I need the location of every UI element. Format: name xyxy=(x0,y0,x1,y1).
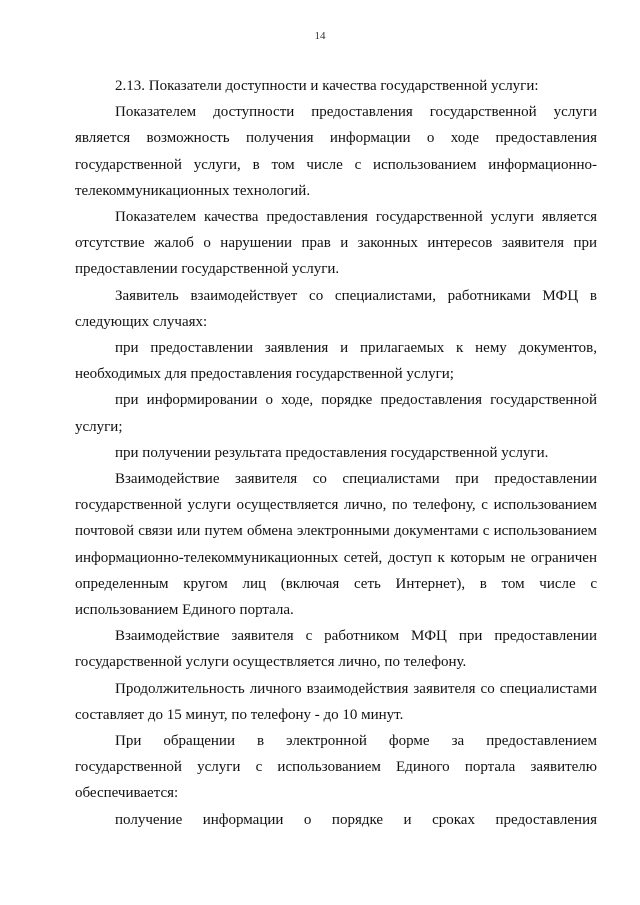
list-item-informing: при информировании о ходе, порядке предоставления государственной услуги; xyxy=(75,392,597,435)
list-item-result: при получении результата предоставления государственной услуги. xyxy=(115,444,549,461)
paragraph-availability-indicator: Показателем доступности предоставления государственной услуги является возможность получения информации о ходе предоставления государственной услуги, в том числе с использованием информационно-телекоммуникационных технологий. xyxy=(75,104,597,199)
paragraph-duration: Продолжительность личного взаимодействия заявителя со специалистами составляет до 15 минут, по телефону - до 10 минут. xyxy=(75,680,597,723)
document-body xyxy=(75,73,597,833)
list-item-application: при предоставлении заявления и прилагаемых к нему документов, необходимых для предоставления государственной услуги; xyxy=(75,340,597,383)
paragraph-mfc-interaction: Взаимодействие заявителя с работником МФЦ при предоставлении государственной услуги осуществляется лично, по телефону. xyxy=(75,628,597,671)
section-heading: 2.13. Показатели доступности и качества государственной услуги: xyxy=(115,78,539,94)
page-number: 14 xyxy=(314,30,326,42)
paragraph-electronic-form: При обращении в электронной форме за предоставлением государственной услуги с использованием Единого портала заявителю обеспечивается: xyxy=(75,733,597,802)
paragraph-quality-indicator: Показателем качества предоставления государственной услуги является отсутствие жалоб о нарушении прав и законных интересов заявителя при предоставлении государственной услуги. xyxy=(75,209,597,278)
paragraph-interaction-cases: Заявитель взаимодействует со специалистами, работниками МФЦ в следующих случаях: xyxy=(75,287,597,330)
paragraph-receiving-info: получение информации о порядке и сроках предоставления xyxy=(115,811,597,828)
paragraph-interaction-methods: Взаимодействие заявителя со специалистами при предоставлении государственной услуги осуществляется лично, по телефону, с использованием почтовой связи или путем обмена электронными документами с использованием информационно-телекоммуникационных сетей, доступ к которым не ограничен определенным кругом лиц (включая сеть Интернет), в том числе с использованием Единого портала. xyxy=(75,471,597,619)
